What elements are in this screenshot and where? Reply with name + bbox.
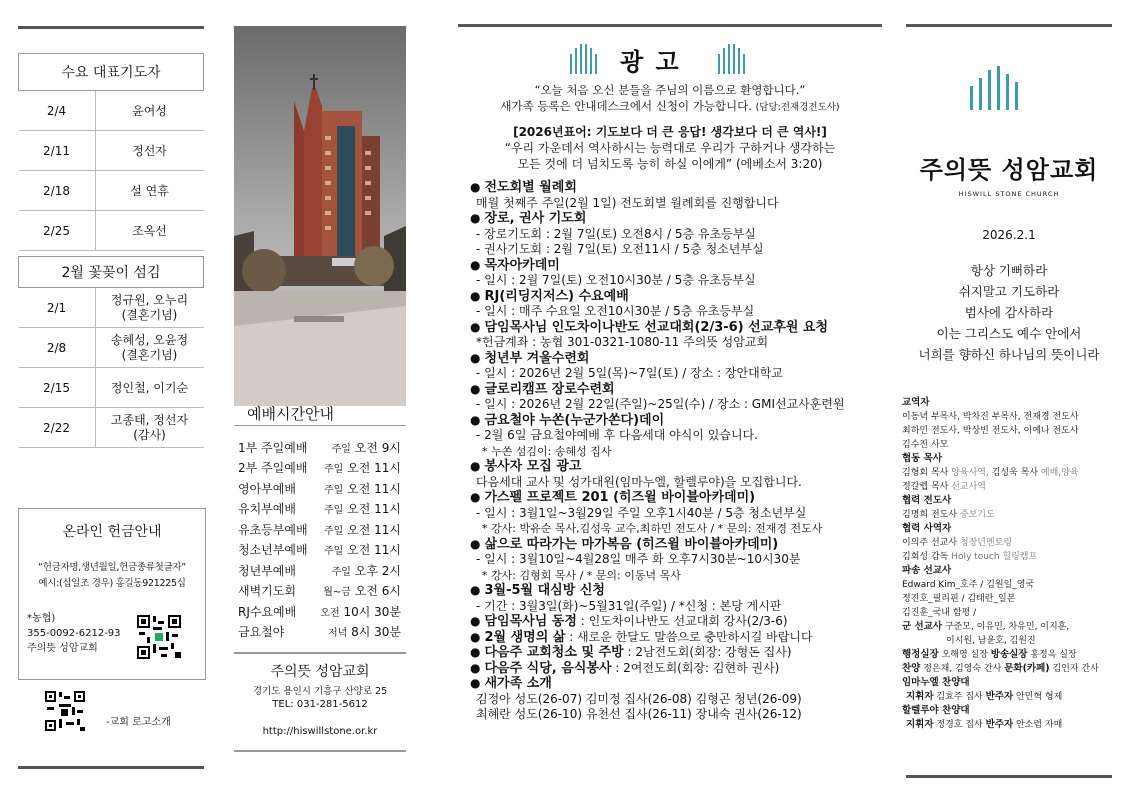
staff-line: 김수진 사모 [902,440,949,450]
verse-line: 항상 기뻐하라 [970,263,1048,278]
logo-qr-icon[interactable] [44,690,86,732]
church-logo-icon [968,66,1024,110]
flowers-date: 2/22 [19,408,96,448]
flowers-title: 2월 꽃꽂이 섬김 [19,257,204,288]
service-row [238,581,401,602]
service-row [238,478,401,499]
service-day: 주일 [323,525,344,537]
notice-heading: ● 목자아카데미 [470,258,880,274]
church-address: 경기도 용인시 기흥구 산양로 25 [252,686,388,697]
flowers-name: 정규원, 오누리 [110,292,189,307]
staff-line: 최하민 전도사, 박상빈 전도사, 이예나 전도사 [902,426,1079,436]
wed-prayer-date: 2/4 [19,91,96,131]
notices-title: 광 고 [620,48,681,76]
staff-heading: 지휘자 [906,719,934,730]
service-name: 청년부예배 [238,563,296,578]
wed-prayer-table [18,53,204,251]
staff-heading: 협력 전도사 [902,495,952,506]
flowers-name: 정인철, 이기순 [95,368,204,408]
staff-name: 정갈렙 목사 [902,482,949,492]
wed-prayer-name: 설 연휴 [95,171,204,211]
info-divider [234,652,406,654]
notice-line: - 2월 6일 금요철야예배 후 다음세대 야식이 있습니다. [476,428,758,442]
online-format: “헌금자명,생년월일,헌금종류첫글자” [38,562,186,573]
top-rule [18,26,204,29]
church-building-photo [234,26,406,406]
staff-list [902,396,1112,732]
staff-line: 구준모, 이유민, 차유민, 이지훈, [942,622,1070,632]
service-day: 주일 [331,566,351,578]
service-day: 주일 [323,546,344,558]
staff-heading: 군 선교사 [902,621,943,632]
notice-line: - 일시 : 2월 7일(토) 오전10시30분 / 5층 유초등부실 [476,273,756,287]
staff-role: 예배,양육 [1038,468,1079,478]
logo-label: -교회 로고소개 [106,717,171,728]
top-rule [458,24,882,27]
notice-heading: ● 전도회별 월례회 [470,180,880,196]
service-times-list [238,437,401,642]
notice-line: - 기간 : 3월3일(화)~5월31일(주일) / *신청 : 본당 게시판 [476,598,782,613]
notice-line: * 누쏜 섬김이: 송혜성 집사 [482,444,612,458]
notice-line: *헌금계좌 : 농협 301-0321-1080-11 주의뜻 성암교회 [476,335,769,349]
flowers-note: (결혼기념) [121,307,178,322]
wed-prayer-date: 2/25 [19,211,96,251]
verse-line: 너희를 향하신 하나님의 뜻이니라 [918,347,1100,362]
notice-line: - 일시 : 3월1일~3월29일 주일 오후1시40분 / 5층 청소년부실 [476,505,807,520]
notice-line: 다음세대 교사 및 성가대원(임마누엘, 할렐루야)을 모집합니다. [476,474,802,489]
flowers-table [18,256,204,448]
service-day: 오전 [320,607,340,619]
staff-name: 김명희 전도사 [902,510,958,520]
service-time: 오전 11시 [347,543,401,558]
notice-heading: ● 담임목사님 인도차이나반도 선교대회(2/3-6) 선교후원 요청 [470,320,880,336]
staff-line: 김진훈_국내 함평 / [902,608,977,618]
service-row [238,560,401,581]
staff-role: Holy touch 힐링캠프 [948,552,1038,562]
online-offering-box [18,508,206,680]
service-time: 오전 6시 [354,584,401,599]
verse-line: 이는 그리스도 예수 안에서 [936,326,1082,341]
wed-prayer-name: 조옥선 [95,211,204,251]
service-row [238,601,401,622]
staff-heading: 문화(카페) [1004,663,1050,674]
motto-title: [2026년표어: 기도보다 더 큰 응답! 생각보다 더 큰 역사!] [513,125,827,139]
online-title: 온라인 헌금안내 [62,524,162,540]
notice-heading: ● 3월-5월 대심방 신청 [470,583,880,599]
services-title: 예배시간안내 [247,405,334,423]
staff-heading: 파송 선교사 [902,565,952,576]
service-day: 주일 [323,505,344,517]
service-day: 주일 [331,443,351,455]
welcome-line2: 새가족 등록은 안내데스크에서 신청이 가능합니다. [500,99,752,113]
cover-date: 2026.2.1 [982,228,1036,242]
notice-line: * 강사: 김형회 목사 / * 문의: 이동녁 목사 [482,568,681,582]
notice-heading: ● 금요철야 누쏜(누군가쏜다)데이 [470,413,880,429]
notice-heading: ● 봉사자 모집 광고 [470,459,880,475]
service-name: 새벽기도회 [238,584,296,599]
staff-name: 김인자 간사 [1049,664,1099,674]
notice-heading: ● 장로, 권사 기도회 [470,211,880,227]
bottom-rule [18,766,204,769]
notice-inline: : 새로운 한달도 말씀으로 충만하시길 바랍니다 [565,629,813,644]
service-time: 오후 2시 [354,563,401,578]
staff-line: 정진호_필리핀 / 김태란_일본 [902,594,1016,604]
notice-heading: ● 가스펠 프로젝트 201 (히즈윌 바이블아카데미) [470,490,880,506]
service-day: 월~금 [323,587,351,599]
cover-subtitle: HISWILL STONE CHURCH [958,190,1060,198]
notice-inline: : 인도차이나반도 선교대회 강사(2/3-6) [576,614,788,628]
notice-heading: ● 글로리캠프 장로수련회 [470,382,880,398]
staff-line: 이동녁 부목사, 박차진 부목사, 전재경 전도사 [902,412,1079,422]
notice-line: 매월 첫째주 주일(2월 1일) 전도회별 월례회를 진행합니다 [476,195,779,210]
staff-heading: 방송실장 [990,649,1028,660]
staff-name: 김효주 집사 [933,692,986,702]
staff-name: 오해영 실장 [938,650,991,660]
online-example: 예시:(십일조 경우) 홍길동921225십 [38,578,186,589]
notice-heading: ● 다음주 식당, 음식봉사 [470,661,612,676]
church-tel: TEL: 031-281-5612 [272,699,368,710]
notice-line: 최혜란 성도(26-10) 유천선 집사(26-11) 장내숙 권사(26-12) [476,707,802,721]
staff-heading: 찬양 [902,663,921,674]
flowers-note: (감사) [133,427,166,442]
top-rule [906,24,1112,27]
notice-line: - 권사기도회 : 2월 7일(토) 오전11시 / 5층 청소년부실 [476,242,764,256]
online-holder: 주의뜻 성암교회 [27,643,98,654]
service-time: 오전 11시 [347,502,401,517]
notice-line: 김정아 성도(26-07) 김미정 집사(26-08) 김형곤 청년(26-09) [476,691,802,706]
notice-heading: ● 새가족 소개 [470,676,880,692]
staff-name: 안소렴 자매 [1013,720,1063,730]
service-row [238,458,401,479]
notice-line: - 일시 : 매주 수요일 오전10시30분 / 5층 유초등부실 [476,304,755,318]
staff-heading: 지휘자 [906,691,934,702]
staff-heading: 행정실장 [902,649,939,660]
service-time: 오전 11시 [347,522,401,537]
online-account: 355-0092-6212-93 [27,628,121,639]
notice-heading: ● 다음주 교회청소 및 주방 [470,645,624,660]
flowers-date: 2/15 [19,368,96,408]
qr-code-icon[interactable] [135,613,183,661]
flowers-date: 2/8 [19,328,96,368]
service-name: 청소년부예배 [238,543,308,558]
service-time: 오전 9시 [354,440,401,455]
wed-prayer-title: 수요 대표기도자 [19,54,204,91]
staff-role: 양육사역, [948,468,992,478]
wed-prayer-name: 정선자 [95,131,204,171]
services-divider [234,425,406,426]
church-logo-icon [716,42,746,74]
service-time: 오전 11시 [347,481,401,496]
staff-heading: 교역자 [902,397,930,408]
notice-line: * 강사: 박유순 목사,김성욱 교수,최하민 전도사 / * 문의: 전재경 전도사 [482,522,823,535]
staff-heading: 반주자 [985,691,1014,702]
service-time: 오전 11시 [347,461,401,476]
staff-heading: 협력 사역자 [902,523,952,534]
wed-prayer-date: 2/18 [19,171,96,211]
staff-name: 정은채, 김영숙 간사 [920,664,1005,674]
bottom-divider [234,750,406,752]
flowers-date: 2/1 [19,288,96,328]
staff-heading: 할렐루야 찬양대 [902,705,970,716]
wed-prayer-date: 2/11 [19,131,96,171]
flowers-note: (결혼기념) [121,347,178,362]
cover-church-name: 주의뜻 성암교회 [919,156,1099,184]
motto-verse2: 모든 것에 더 넘치도록 능히 하실 이에게” (에베소서 3:20) [517,157,823,171]
service-row [238,622,401,643]
wed-prayer-name: 윤여성 [95,91,204,131]
staff-heading: 반주자 [985,719,1014,730]
church-logo-icon [568,42,598,74]
motto-verse1: “우리 가운데서 역사하시는 능력대로 우리가 구하거나 생각하는 [504,141,836,155]
staff-name: 이의주 선교사 [902,538,958,548]
service-row [238,437,401,458]
notice-line: - 장로기도회 : 2월 7일(토) 오전8시 / 5층 유초등부실 [476,226,756,241]
staff-line: Edward Kim_호주 / 김원일_영국 [902,580,1035,590]
welcome-line1: “오늘 처음 오신 분들을 주님의 이름으로 환영합니다.” [534,83,806,97]
notice-line: - 일시 : 2026년 2월 22일(주일)~25일(수) / 장소 : GMI선교사훈련원 [476,397,845,411]
service-day: 주일 [323,464,344,476]
service-day: 저녁 [327,628,348,640]
staff-heading: 임마누엘 찬양대 [902,677,970,688]
staff-name: 안민혁 형제 [1013,692,1063,702]
flowers-name: 고종태, 정선자 [110,412,189,427]
verse-line: 범사에 감사하라 [964,305,1054,320]
staff-name: 정경호 집사 [933,720,986,730]
service-time: 10시 30분 [343,604,401,619]
notice-heading: ● 2월 생명의 삶 [470,630,565,645]
notice-heading: ● RJ(리딩지저스) 수요예배 [470,289,880,305]
service-name: 유치부예배 [238,502,296,517]
staff-name: 김회성 감독 [902,552,949,562]
service-name: RJ수요예배 [238,604,297,619]
service-name: 금요철야 [238,625,285,640]
service-time: 8시 30분 [351,625,401,640]
service-day: 주일 [323,484,344,496]
welcome-note: (담당:전재경전도사) [755,102,840,113]
service-row [238,519,401,540]
service-name: 1부 주일예배 [238,440,308,455]
notice-inline: : 2여전도회(회장: 김현하 권사) [611,660,780,675]
staff-name: 김성욱 목사 [991,468,1039,478]
service-name: 영아부예배 [238,481,296,496]
notice-line: - 일시 : 2026년 2월 5일(목)~7일(토) / 장소 : 장안대학교 [476,366,783,380]
notice-line: - 일시 : 3월10일~4월28일 매주 화 오후7시30분~10시30분 [476,552,801,566]
staff-heading: 협동 목사 [902,453,943,464]
staff-role: 선교사역 [948,482,986,492]
online-bank: *농협) [27,613,56,624]
staff-line: 이시원, 남윤호, 김원진 [946,636,1036,646]
notice-heading: ● 삶으로 따라가는 마가복음 (히즈윌 바이블아카데미) [470,537,880,553]
service-name: 유초등부예배 [238,522,308,537]
staff-role: 청장년멘토링 [957,538,1013,548]
service-row [238,499,401,520]
notices-list [470,180,880,723]
notice-heading: ● 담임목사님 동정 [470,614,577,629]
service-row [238,540,401,561]
church-info-name: 주의뜻 성암교회 [270,664,370,680]
staff-role: 중보기도 [957,510,995,520]
notice-inline: : 2남전도회(회장: 강형돈 집사) [623,645,792,659]
flowers-name: 송혜성, 오윤정 [110,332,189,347]
staff-name: 김형회 목사 [902,468,949,478]
verse-line: 쉬지말고 기도하라 [958,284,1060,299]
notice-heading: ● 청년부 겨울수련회 [470,351,880,367]
bottom-rule [906,775,1112,778]
service-name: 2부 주일예배 [238,461,308,476]
staff-name: 홍정옥 실장 [1027,650,1077,660]
church-url-link[interactable]: http://hiswillstone.or.kr [262,726,378,737]
